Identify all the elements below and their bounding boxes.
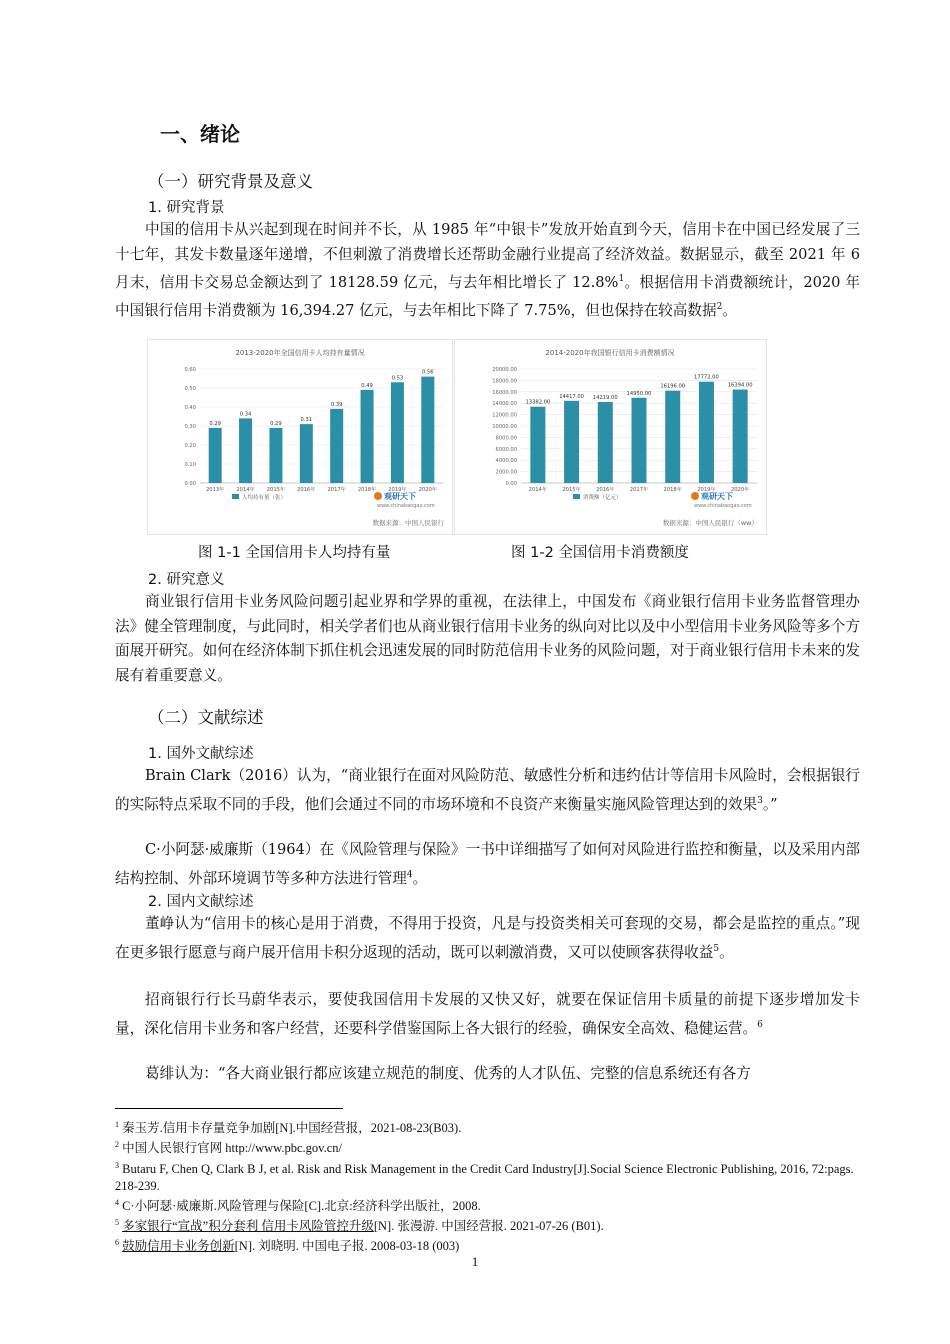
footnote-ref[interactable]: 2 bbox=[716, 302, 723, 313]
x-tick-label: 2016年 bbox=[297, 487, 316, 493]
paragraph-williams: C·小阿瑟·威廉斯（1964）在《风险管理与保险》一书中详细描写了如何对风险进行监控和衡量，以及采用内部结构控制、外部环境调节等多种方法进行管理$^4$。 bbox=[115, 841, 860, 887]
y-tick-label: 0.20 bbox=[184, 443, 196, 449]
x-tick-label: 2014年 bbox=[236, 487, 255, 493]
data-label: 0.31 bbox=[300, 417, 313, 424]
data-label: 14950.00 bbox=[626, 390, 652, 397]
footnote-ref[interactable]: 6 bbox=[757, 1019, 763, 1030]
data-label: 14219.00 bbox=[592, 394, 618, 401]
footnote-ref[interactable]: 5 bbox=[713, 943, 720, 954]
footnote: $^1$ 秦玉芳.信用卡存量竞争加剧[N].中国经营报，2021-08-23(B03). bbox=[115, 1120, 462, 1136]
x-tick-label: 2017年 bbox=[629, 487, 649, 493]
bar bbox=[391, 382, 404, 483]
chart-title: 2014-2020年我国银行信用卡消费额情况 bbox=[545, 349, 675, 357]
bar bbox=[209, 428, 222, 483]
footnote-link[interactable]: 鼓励信用卡业务创新 bbox=[122, 1239, 235, 1254]
section-title-background: （一）研究背景及意义 bbox=[148, 172, 313, 191]
paragraph-background: 中国的信用卡从兴起到现在时间并不长，从 1985 年“中银卡”发放开始直到今天，信用卡在中国已经发展了三十七年，其发卡数量逐年递增，不但刺激了消费增长还帮助金融行业提高了经济效益。数据显示，截至 2021 年 6 月末，信用卡交易总金额达到了 18128.59 亿元，与去年相比增长了 12.8%$^1$。根据信用卡消费额统计，2020 年中国银行信用卡消费额为 16,394.27 亿元，与去年相比下降了 7.75%，但也保持在较高数据$^2$。 bbox=[115, 221, 861, 320]
data-label: 17772.00 bbox=[694, 374, 719, 381]
brand-name: 观研天下 bbox=[701, 492, 733, 501]
x-tick-label: 2020年 bbox=[418, 487, 438, 493]
figure-caption: 图 1-2 全国信用卡消费额度 bbox=[511, 545, 689, 561]
data-label: 0.53 bbox=[391, 375, 404, 382]
figure-card-spending bbox=[454, 339, 767, 535]
x-tick-label: 2018年 bbox=[663, 487, 682, 493]
chart-card-spending bbox=[455, 340, 766, 534]
x-tick-label: 2014年 bbox=[528, 487, 548, 493]
footnote: $^6$ 鼓励信用卡业务创新[N]. 刘晓明. 中国电子报. 2008-03-18 (003) bbox=[115, 1238, 460, 1254]
y-tick-label: 0.30 bbox=[184, 424, 196, 430]
subsection-title-background: 1. 研究背景 bbox=[148, 200, 225, 216]
brand-url: www.chinabaogao.com bbox=[377, 503, 435, 509]
paragraph-dongzheng: 董峥认为“信用卡的核心是用于消费，不得用于投资，凡是与投资类相关可套现的交易，都会是监控的重点。”现在更多银行愿意与商户展开信用卡积分返现的活动，既可以刺激消费，又可以使顾客获得收益$^5$。 bbox=[115, 915, 860, 961]
bar bbox=[530, 407, 545, 483]
brand-url: www.chinabaogao.com bbox=[694, 503, 752, 509]
data-label: 13382.00 bbox=[525, 399, 551, 406]
legend-swatch bbox=[232, 494, 239, 499]
x-tick-label: 2019年 bbox=[697, 487, 716, 493]
chart-source: 数据来源：中国人民银行 bbox=[372, 519, 444, 527]
chart-source: 数据来源：中国人民银行（ww） bbox=[662, 519, 758, 527]
chart-title: 2013-2020年全国信用卡人均持有量情况 bbox=[235, 349, 365, 357]
y-tick-label: 20000.00 bbox=[492, 367, 517, 373]
bar bbox=[598, 402, 613, 483]
y-tick-label: 4000.00 bbox=[495, 458, 517, 465]
x-tick-label: 2018年 bbox=[357, 487, 377, 493]
bar bbox=[361, 390, 374, 483]
data-label: 0.29 bbox=[270, 420, 282, 427]
bar bbox=[665, 391, 680, 483]
legend-label: 消费额（亿元） bbox=[583, 495, 622, 501]
bar bbox=[564, 401, 579, 483]
footnote-ref[interactable]: 4 bbox=[406, 869, 413, 880]
bar bbox=[421, 377, 434, 483]
footnote-ref[interactable]: 1 bbox=[618, 274, 625, 284]
y-tick-label: 0.40 bbox=[184, 405, 196, 411]
brand-logo-icon bbox=[374, 492, 382, 500]
bar bbox=[632, 398, 647, 483]
y-tick-label: 10000.00 bbox=[492, 424, 517, 430]
paragraph-gefei: 葛绯认为：“各大商业银行都应该建立规范的制度、优秀的人才队伍、完整的信息系统还有各方 bbox=[145, 1065, 751, 1082]
y-tick-label: 0.10 bbox=[184, 462, 196, 468]
brand-name: 观研天下 bbox=[384, 492, 416, 501]
y-tick-label: 0.00 bbox=[505, 481, 517, 487]
subsection-title-domestic: 2. 国内文献综述 bbox=[148, 894, 254, 910]
chart-card-holding bbox=[148, 340, 452, 534]
y-tick-label: 2000.00 bbox=[495, 469, 517, 476]
y-tick-label: 0.50 bbox=[184, 386, 196, 392]
subsection-title-significance: 2. 研究意义 bbox=[148, 572, 225, 588]
x-tick-label: 2020年 bbox=[730, 487, 750, 493]
figure-card-holding bbox=[147, 339, 453, 535]
data-label: 0.39 bbox=[330, 401, 343, 408]
legend-label: 人均持有量（张） bbox=[242, 495, 287, 501]
paragraph-maweihua: 招商银行行长马蔚华表示，要使我国信用卡发展的又快又好，就要在保证信用卡质量的前提下逐步增加发卡量，深化信用卡业务和客户经营，还要科学借鉴国际上各大银行的经验，确保安全高效、稳健运营。$^6$ bbox=[115, 991, 860, 1037]
section-title-literature: （二）文献综述 bbox=[148, 708, 264, 727]
footnote-ref[interactable]: 3 bbox=[757, 795, 763, 806]
bar bbox=[699, 382, 714, 483]
y-tick-label: 16000.00 bbox=[492, 389, 517, 396]
x-tick-label: 2015年 bbox=[562, 487, 581, 493]
legend-swatch bbox=[573, 494, 580, 499]
footnote: $^3$ Butaru F, Chen Q, Clark B J, et al. Risk and Risk Management in the Credit Card Industry[J].Social Science Electronic Publishing, 2016, 72:pags. 218-239. bbox=[115, 1161, 854, 1194]
footnote: $^5$ 多家银行“宣战”积分套利 信用卡风险管控升级[N]. 张漫游. 中国经营报. 2021-07-26 (B01). bbox=[115, 1218, 604, 1234]
data-label: 0.56 bbox=[422, 369, 434, 376]
subsection-title-foreign: 1. 国外文献综述 bbox=[148, 746, 254, 762]
chapter-title: 一、绪论 bbox=[160, 122, 240, 146]
y-tick-label: 18000.00 bbox=[492, 378, 517, 385]
bar bbox=[239, 418, 252, 483]
y-tick-label: 12000.00 bbox=[492, 412, 517, 419]
data-label: 14417.00 bbox=[559, 393, 584, 400]
y-tick-label: 0.60 bbox=[184, 367, 196, 373]
data-label: 16196.00 bbox=[660, 383, 686, 390]
brand-logo-icon bbox=[691, 492, 699, 500]
bar bbox=[330, 409, 343, 483]
paragraph-significance: 商业银行信用卡业务风险问题引起业界和学界的重视，在法律上，中国发布《商业银行信用卡业务监督管理办法》健全管理制度，与此同时，相关学者们也从商业银行信用卡业务的纵向对比以及中小型信用卡业务风险等多个方面展开研究。如何在经济体制下抓住机会迅速发展的同时防范信用卡业务的风险问题，对于商业银行信用卡未来的发展有着重要意义。 bbox=[115, 593, 860, 684]
footnote-divider bbox=[115, 1108, 343, 1109]
data-label: 16394.00 bbox=[727, 382, 753, 389]
footnote: $^4$ C·小阿瑟·威廉斯.风险管理与保险[C].北京:经济科学出版社，2008. bbox=[115, 1198, 481, 1214]
y-tick-label: 0.00 bbox=[184, 481, 196, 487]
bar bbox=[733, 390, 748, 483]
x-tick-label: 2015年 bbox=[266, 487, 286, 493]
paragraph-clark: Brain Clark（2016）认为，“商业银行在面对风险防范、敏感性分析和违约估计等信用卡风险时，会根据银行的实际特点采取不同的手段，他们会通过不同的市场环境和不良资产来衡量实施风险管理达到的效果$^3$。” bbox=[115, 767, 860, 813]
x-tick-label: 2017年 bbox=[327, 487, 346, 493]
bar bbox=[269, 428, 282, 483]
footnote: $^2$ 中国人民银行官网 http://www.pbc.gov.cn/ bbox=[115, 1140, 343, 1156]
data-label: 0.34 bbox=[239, 411, 252, 418]
x-tick-label: 2013年 bbox=[205, 487, 225, 493]
footnote-link[interactable]: 多家银行“宣战”积分套利 信用卡风险管控升级 bbox=[122, 1219, 374, 1234]
bar bbox=[300, 424, 313, 483]
page-number: 1 bbox=[471, 1254, 479, 1269]
y-tick-label: 6000.00 bbox=[495, 446, 517, 453]
figure-caption: 图 1-1 全国信用卡人均持有量 bbox=[198, 545, 391, 561]
data-label: 0.49 bbox=[361, 382, 373, 389]
y-tick-label: 8000.00 bbox=[495, 435, 517, 442]
data-label: 0.29 bbox=[209, 420, 221, 427]
x-tick-label: 2019年 bbox=[388, 487, 407, 493]
x-tick-label: 2016年 bbox=[596, 487, 615, 493]
y-tick-label: 14000.00 bbox=[492, 401, 517, 408]
